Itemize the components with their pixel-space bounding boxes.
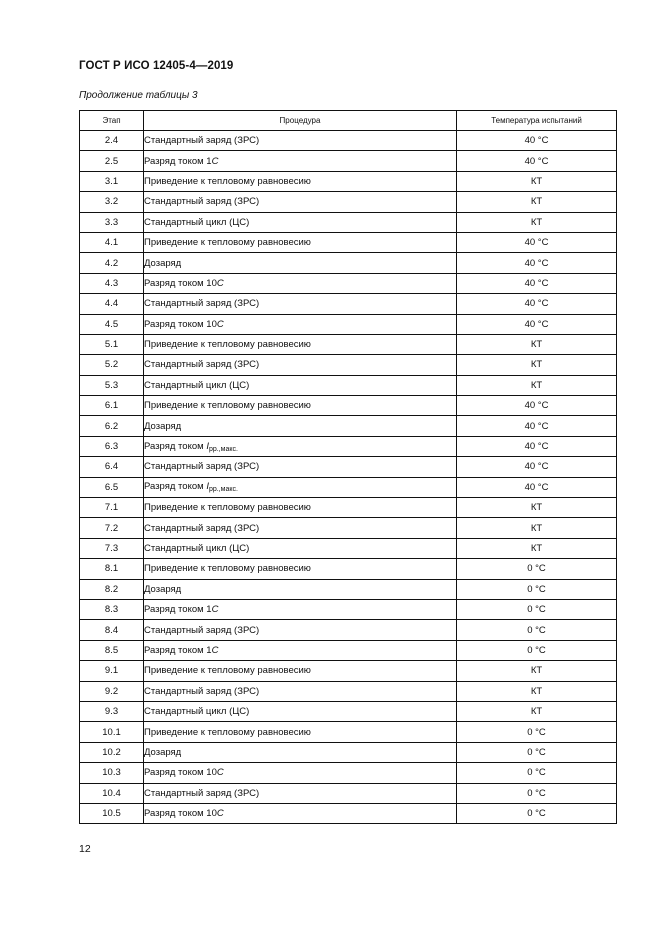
stage-cell: 5.3 — [80, 375, 144, 395]
temperature-cell: 0 °C — [457, 579, 617, 599]
table-row — [80, 599, 617, 619]
stage-cell: 8.2 — [80, 579, 144, 599]
table-row — [80, 436, 617, 456]
table-row — [80, 681, 617, 701]
procedure-text: Разряд током — [144, 440, 207, 452]
table-row — [80, 579, 617, 599]
table-row — [80, 518, 617, 538]
stage-cell: 3.2 — [80, 192, 144, 212]
stage-cell: 9.3 — [80, 701, 144, 721]
temperature-cell: 40 °C — [457, 416, 617, 436]
procedure-cell — [144, 722, 457, 742]
procedure-cell — [144, 396, 457, 416]
procedure-cell — [144, 314, 457, 334]
procedure-text: Стандартный заряд (ЗРС) — [144, 359, 260, 371]
temperature-cell: 0 °C — [457, 559, 617, 579]
stage-cell: 7.1 — [80, 498, 144, 518]
procedure-cell — [144, 803, 457, 823]
procedure-cell — [144, 294, 457, 314]
procedure-subscript: рр.,макс. — [208, 486, 238, 494]
stage-cell: 7.3 — [80, 538, 144, 558]
temperature-cell: КТ — [457, 375, 617, 395]
table-row — [80, 212, 617, 232]
temperature-cell: 0 °C — [457, 742, 617, 762]
table-row — [80, 742, 617, 762]
procedure-text: Стандартный цикл (ЦС) — [144, 379, 250, 391]
procedure-text: Приведение к тепловому равновесию — [144, 339, 311, 351]
procedure-text: Дозаряд — [144, 420, 182, 432]
table-row — [80, 232, 617, 252]
temperature-cell: 0 °C — [457, 620, 617, 640]
procedure-symbol: C — [211, 155, 219, 167]
stage-cell: 6.4 — [80, 457, 144, 477]
table-row — [80, 457, 617, 477]
procedure-cell — [144, 253, 457, 273]
table-row — [80, 477, 617, 497]
table-row — [80, 783, 617, 803]
document-code-header: ГОСТ Р ИСО 12405-4—2019 — [79, 60, 234, 72]
procedure-text: Приведение к тепловому равновесию — [144, 726, 311, 738]
procedure-symbol: I — [206, 481, 209, 493]
temperature-cell: КТ — [457, 171, 617, 191]
column-header-temperature: Температура испытаний — [457, 111, 617, 131]
temperature-cell: КТ — [457, 498, 617, 518]
procedure-text: Дозаряд — [144, 746, 182, 758]
procedure-text: Стандартный заряд (ЗРС) — [144, 135, 260, 147]
procedure-cell — [144, 579, 457, 599]
procedure-cell — [144, 416, 457, 436]
procedure-text: Приведение к тепловому равновесию — [144, 563, 311, 575]
table-row — [80, 722, 617, 742]
stage-cell: 4.2 — [80, 253, 144, 273]
procedure-cell — [144, 681, 457, 701]
temperature-cell: 40 °C — [457, 232, 617, 252]
temperature-cell: 40 °C — [457, 314, 617, 334]
temperature-cell: КТ — [457, 681, 617, 701]
temperature-cell: 0 °C — [457, 803, 617, 823]
procedure-text: Стандартный заряд (ЗРС) — [144, 685, 260, 697]
procedure-text: Приведение к тепловому равновесию — [144, 502, 311, 514]
table-row — [80, 620, 617, 640]
table-row — [80, 334, 617, 354]
table-body — [80, 131, 617, 824]
table-row — [80, 803, 617, 823]
table-row — [80, 661, 617, 681]
procedure-cell — [144, 599, 457, 619]
procedure-cell — [144, 273, 457, 293]
table-row — [80, 640, 617, 660]
temperature-cell: 40 °C — [457, 151, 617, 171]
column-header-stage: Этап — [80, 111, 144, 131]
table-row — [80, 151, 617, 171]
procedure-text: Стандартный заряд (ЗРС) — [144, 624, 260, 636]
procedure-cell — [144, 640, 457, 660]
procedure-cell — [144, 232, 457, 252]
procedure-text: Разряд током 1 — [144, 604, 212, 616]
stage-cell: 4.3 — [80, 273, 144, 293]
table-row — [80, 538, 617, 558]
temperature-cell: 0 °C — [457, 783, 617, 803]
procedure-text: Приведение к тепловому равновесию — [144, 175, 311, 187]
procedure-cell — [144, 151, 457, 171]
stage-cell: 10.2 — [80, 742, 144, 762]
stage-cell: 10.4 — [80, 783, 144, 803]
procedure-text: Стандартный цикл (ЦС) — [144, 216, 250, 228]
table-row — [80, 375, 617, 395]
table-row — [80, 294, 617, 314]
procedure-text: Разряд током 10 — [144, 767, 217, 779]
temperature-cell: 40 °C — [457, 436, 617, 456]
table-row — [80, 701, 617, 721]
procedure-cell — [144, 701, 457, 721]
procedure-text: Разряд током 10 — [144, 318, 217, 330]
stage-cell: 6.5 — [80, 477, 144, 497]
procedure-cell — [144, 661, 457, 681]
table-row — [80, 416, 617, 436]
procedure-symbol: I — [206, 440, 209, 452]
stage-cell: 6.3 — [80, 436, 144, 456]
stage-cell: 10.3 — [80, 763, 144, 783]
procedure-cell — [144, 334, 457, 354]
procedure-cell — [144, 477, 457, 497]
table-row — [80, 763, 617, 783]
temperature-cell: 0 °C — [457, 763, 617, 783]
temperature-cell: 40 °C — [457, 396, 617, 416]
temperature-cell: КТ — [457, 192, 617, 212]
procedure-text: Стандартный заряд (ЗРС) — [144, 522, 260, 534]
table-header — [80, 111, 617, 131]
temperature-cell: 40 °C — [457, 294, 617, 314]
temperature-cell: 0 °C — [457, 722, 617, 742]
procedure-cell — [144, 375, 457, 395]
stage-cell: 8.3 — [80, 599, 144, 619]
procedure-text: Стандартный заряд (ЗРС) — [144, 196, 260, 208]
procedure-symbol: C — [216, 808, 224, 820]
temperature-cell: КТ — [457, 518, 617, 538]
temperature-cell: 0 °C — [457, 599, 617, 619]
stage-cell: 8.1 — [80, 559, 144, 579]
procedure-cell — [144, 763, 457, 783]
procedure-cell — [144, 783, 457, 803]
procedure-cell — [144, 192, 457, 212]
temperature-cell: КТ — [457, 212, 617, 232]
table-row — [80, 273, 617, 293]
temperature-cell: КТ — [457, 701, 617, 721]
table-row — [80, 498, 617, 518]
temperature-cell: КТ — [457, 661, 617, 681]
procedure-text: Дозаряд — [144, 583, 182, 595]
table-row — [80, 192, 617, 212]
stage-cell: 3.3 — [80, 212, 144, 232]
procedure-symbol: C — [216, 767, 224, 779]
procedure-text: Приведение к тепловому равновесию — [144, 400, 311, 412]
procedure-table — [79, 110, 617, 824]
procedure-text: Стандартный заряд (ЗРС) — [144, 298, 260, 310]
temperature-cell: КТ — [457, 334, 617, 354]
temperature-cell: 0 °C — [457, 640, 617, 660]
temperature-cell: КТ — [457, 538, 617, 558]
stage-cell: 9.1 — [80, 661, 144, 681]
stage-cell: 3.1 — [80, 171, 144, 191]
stage-cell: 2.5 — [80, 151, 144, 171]
procedure-text: Разряд током 1 — [144, 155, 212, 167]
procedure-symbol: C — [211, 604, 219, 616]
stage-cell: 6.2 — [80, 416, 144, 436]
stage-cell: 8.5 — [80, 640, 144, 660]
table-row — [80, 355, 617, 375]
temperature-cell: 40 °C — [457, 273, 617, 293]
procedure-cell — [144, 518, 457, 538]
table-caption: Продолжение таблицы 3 — [79, 90, 198, 101]
procedure-cell — [144, 131, 457, 151]
stage-cell: 4.1 — [80, 232, 144, 252]
procedure-cell — [144, 436, 457, 456]
stage-cell: 8.4 — [80, 620, 144, 640]
procedure-subscript: рр.,макс. — [208, 445, 238, 453]
procedure-text: Дозаряд — [144, 257, 182, 269]
temperature-cell: 40 °C — [457, 477, 617, 497]
procedure-cell — [144, 355, 457, 375]
stage-cell: 10.5 — [80, 803, 144, 823]
header-row — [80, 111, 617, 131]
table-row — [80, 559, 617, 579]
procedure-cell — [144, 171, 457, 191]
procedure-text: Разряд током 10 — [144, 808, 217, 820]
table-row — [80, 253, 617, 273]
temperature-cell: 40 °C — [457, 131, 617, 151]
stage-cell: 6.1 — [80, 396, 144, 416]
procedure-symbol: C — [216, 277, 224, 289]
procedure-text: Стандартный заряд (ЗРС) — [144, 787, 260, 799]
stage-cell: 5.2 — [80, 355, 144, 375]
stage-cell: 2.4 — [80, 131, 144, 151]
procedure-text: Разряд током 1 — [144, 644, 212, 656]
table-row — [80, 171, 617, 191]
procedure-text: Разряд током — [144, 481, 207, 493]
procedure-cell — [144, 742, 457, 762]
procedure-cell — [144, 559, 457, 579]
procedure-cell — [144, 538, 457, 558]
stage-cell: 10.1 — [80, 722, 144, 742]
procedure-cell — [144, 498, 457, 518]
procedure-cell — [144, 620, 457, 640]
table-row — [80, 131, 617, 151]
procedure-text: Стандартный заряд (ЗРС) — [144, 461, 260, 473]
table-row — [80, 314, 617, 334]
stage-cell: 4.4 — [80, 294, 144, 314]
stage-cell: 5.1 — [80, 334, 144, 354]
table-row — [80, 396, 617, 416]
procedure-cell — [144, 212, 457, 232]
procedure-cell — [144, 457, 457, 477]
procedure-text: Разряд током 10 — [144, 277, 217, 289]
temperature-cell: 40 °C — [457, 253, 617, 273]
temperature-cell: 40 °C — [457, 457, 617, 477]
page-number: 12 — [79, 843, 91, 855]
procedure-text: Стандартный цикл (ЦС) — [144, 706, 250, 718]
stage-cell: 4.5 — [80, 314, 144, 334]
procedure-symbol: C — [211, 644, 219, 656]
column-header-procedure: Процедура — [144, 111, 457, 131]
stage-cell: 9.2 — [80, 681, 144, 701]
procedure-text: Приведение к тепловому равновесию — [144, 237, 311, 249]
procedure-text: Приведение к тепловому равновесию — [144, 665, 311, 677]
stage-cell: 7.2 — [80, 518, 144, 538]
procedure-text: Стандартный цикл (ЦС) — [144, 543, 250, 554]
procedure-symbol: C — [216, 318, 224, 330]
temperature-cell: КТ — [457, 355, 617, 375]
